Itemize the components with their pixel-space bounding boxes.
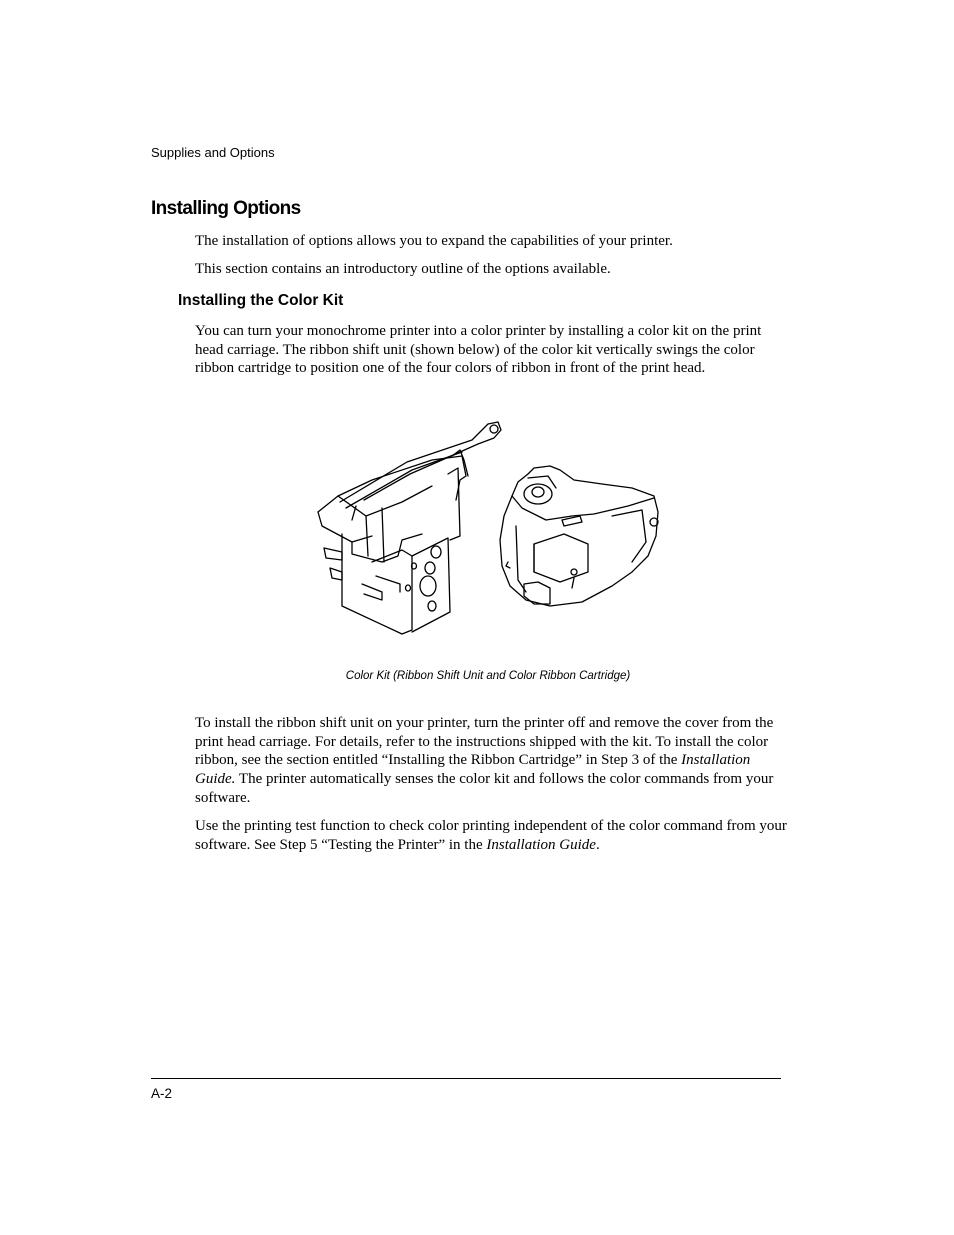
paragraph-2-text-end: The printer automatically senses the color kit and follows the color commands from your software. <box>195 771 774 806</box>
paragraph-2-text: To install the ribbon shift unit on your printer, turn the printer off and remove the cover from the print head carriage. For details, refer to the instructions shipped with the kit. To install the color ribbon, see the section entitled “Installing the Ribbon Cartridge” in Step 3 of the <box>195 715 774 769</box>
subsection-title: Installing the Color Kit <box>178 292 344 309</box>
ribbon-cartridge-drawing <box>500 466 658 606</box>
footer-divider <box>151 1078 781 1079</box>
intro-paragraph-2: This section contains an introductory outline of the options available. <box>195 261 611 277</box>
intro-paragraph-1: The installation of options allows you to expand the capabilities of your printer. <box>195 233 673 249</box>
running-header: Supplies and Options <box>151 145 275 160</box>
ribbon-shift-unit-drawing <box>318 422 501 634</box>
figure-caption: Color Kit (Ribbon Shift Unit and Color Ribbon Cartridge) <box>345 670 631 682</box>
paragraph-3-text-end: . <box>595 836 600 853</box>
paragraph-2-emphasis: Installation Guide. <box>195 752 751 788</box>
paragraph-3-text: Use the printing test function to check color printing independent of the color command from your software. See Step 5 “Testing the Printer” in the <box>195 818 787 853</box>
paragraph-3-emphasis: Installation Guide <box>486 836 596 853</box>
color-kit-paragraph-3 <box>195 817 787 854</box>
color-kit-paragraph-1: You can turn your monochrome printer into a color printer by installing a color kit on the print head carriage. The ribbon shift unit (shown below) of the color kit vertically swings the color ribbon cartridge to position one of the four colors of ribbon in front of the print head. <box>195 323 762 377</box>
color-kit-illustration <box>312 416 668 642</box>
color-kit-paragraph-2 <box>195 714 787 808</box>
section-title: Installing Options <box>151 198 301 219</box>
page-number: A-2 <box>151 1086 173 1101</box>
